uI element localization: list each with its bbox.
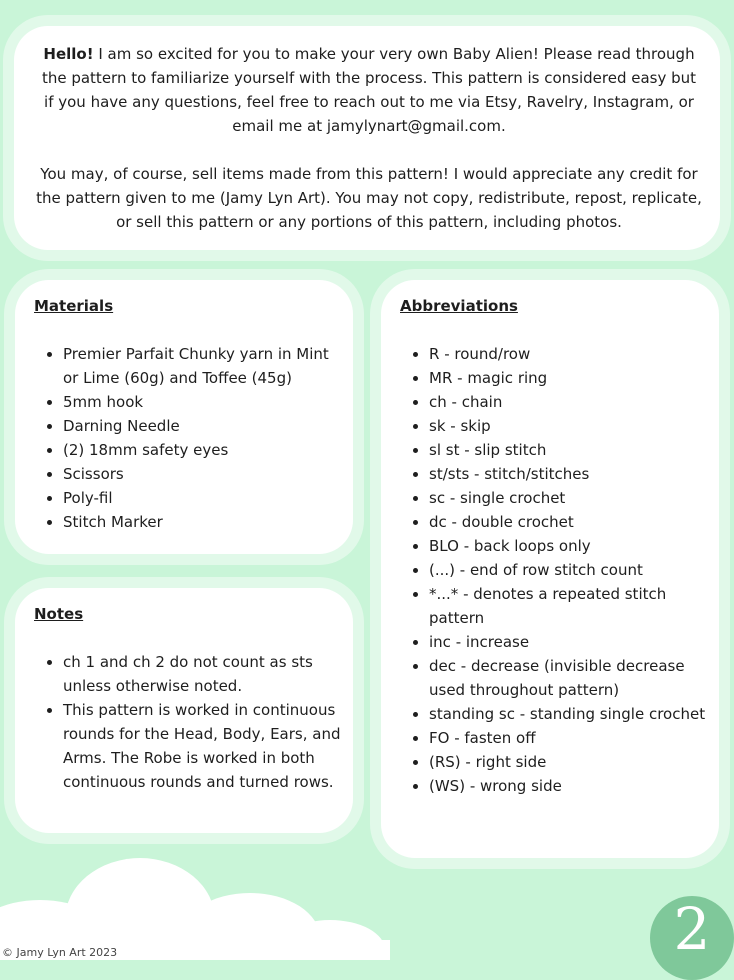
- page-number-badge: 2: [650, 896, 734, 980]
- materials-title: Materials: [34, 297, 114, 315]
- intro-paragraph-1: [36, 42, 702, 138]
- list-item: • sk - skip: [429, 414, 711, 438]
- notes-card: [15, 588, 353, 833]
- notes-list: [34, 650, 345, 794]
- list-item: • st/sts - stitch/stitches: [429, 462, 711, 486]
- intro-greeting: Hello!: [43, 45, 94, 63]
- list-item: • (RS) - right side: [429, 750, 711, 774]
- list-item: • MR - magic ring: [429, 366, 711, 390]
- list-item: • (WS) - wrong side: [429, 774, 711, 798]
- copyright-footer: © Jamy Lyn Art 2023: [2, 946, 118, 959]
- list-item: • sl st - slip stitch: [429, 438, 711, 462]
- list-item: • ch 1 and ch 2 do not count as sts unless otherwise noted.: [63, 650, 345, 698]
- list-item: • Darning Needle: [63, 414, 345, 438]
- list-item: • ch - chain: [429, 390, 711, 414]
- list-item: • Premier Parfait Chunky yarn in Mint or Lime (60g) and Toffee (45g): [63, 342, 345, 390]
- list-item: • *...* - denotes a repeated stitch pattern: [429, 582, 711, 630]
- abbreviations-title: Abbreviations: [400, 297, 518, 315]
- list-item: • dc - double crochet: [429, 510, 711, 534]
- cloud-decoration-icon: [0, 820, 420, 960]
- list-item: • R - round/row: [429, 342, 711, 366]
- materials-list: [34, 342, 345, 534]
- intro-paragraph-1-text: I am so excited for you to make your very own Baby Alien! Please read through the pattern to familiarize yourself with the process. This pattern is considered easy but if you have any questions, feel free to reach out to me via Etsy, Ravelry, Instagram, or email me at jamylynart@gmail.com.: [41, 45, 697, 135]
- list-item: • FO - fasten off: [429, 726, 711, 750]
- list-item: • dec - decrease (invisible decrease used throughout pattern): [429, 654, 711, 702]
- list-item: • This pattern is worked in continuous rounds for the Head, Body, Ears, and Arms. The Robe is worked in both continuous rounds and turned rows.: [63, 698, 345, 794]
- list-item: • standing sc - standing single crochet: [429, 702, 711, 726]
- list-item: • Scissors: [63, 462, 345, 486]
- list-item: • BLO - back loops only: [429, 534, 711, 558]
- list-item: • Stitch Marker: [63, 510, 345, 534]
- list-item: • (2) 18mm safety eyes: [63, 438, 345, 462]
- intro-paragraph-2: You may, of course, sell items made from this pattern! I would appreciate any credit for the pattern given to me (Jamy Lyn Art). You may not copy, redistribute, repost, replicate, or sell this pattern or any portions of this pattern, including photos.: [36, 165, 702, 231]
- list-item: • inc - increase: [429, 630, 711, 654]
- abbreviations-list: [400, 342, 711, 798]
- materials-card: [15, 280, 353, 554]
- notes-title: Notes: [34, 605, 84, 623]
- list-item: • (...) - end of row stitch count: [429, 558, 711, 582]
- list-item: • sc - single crochet: [429, 486, 711, 510]
- list-item: • 5mm hook: [63, 390, 345, 414]
- list-item: • Poly-fil: [63, 486, 345, 510]
- intro-card: [14, 26, 720, 250]
- abbreviations-card: [381, 280, 719, 858]
